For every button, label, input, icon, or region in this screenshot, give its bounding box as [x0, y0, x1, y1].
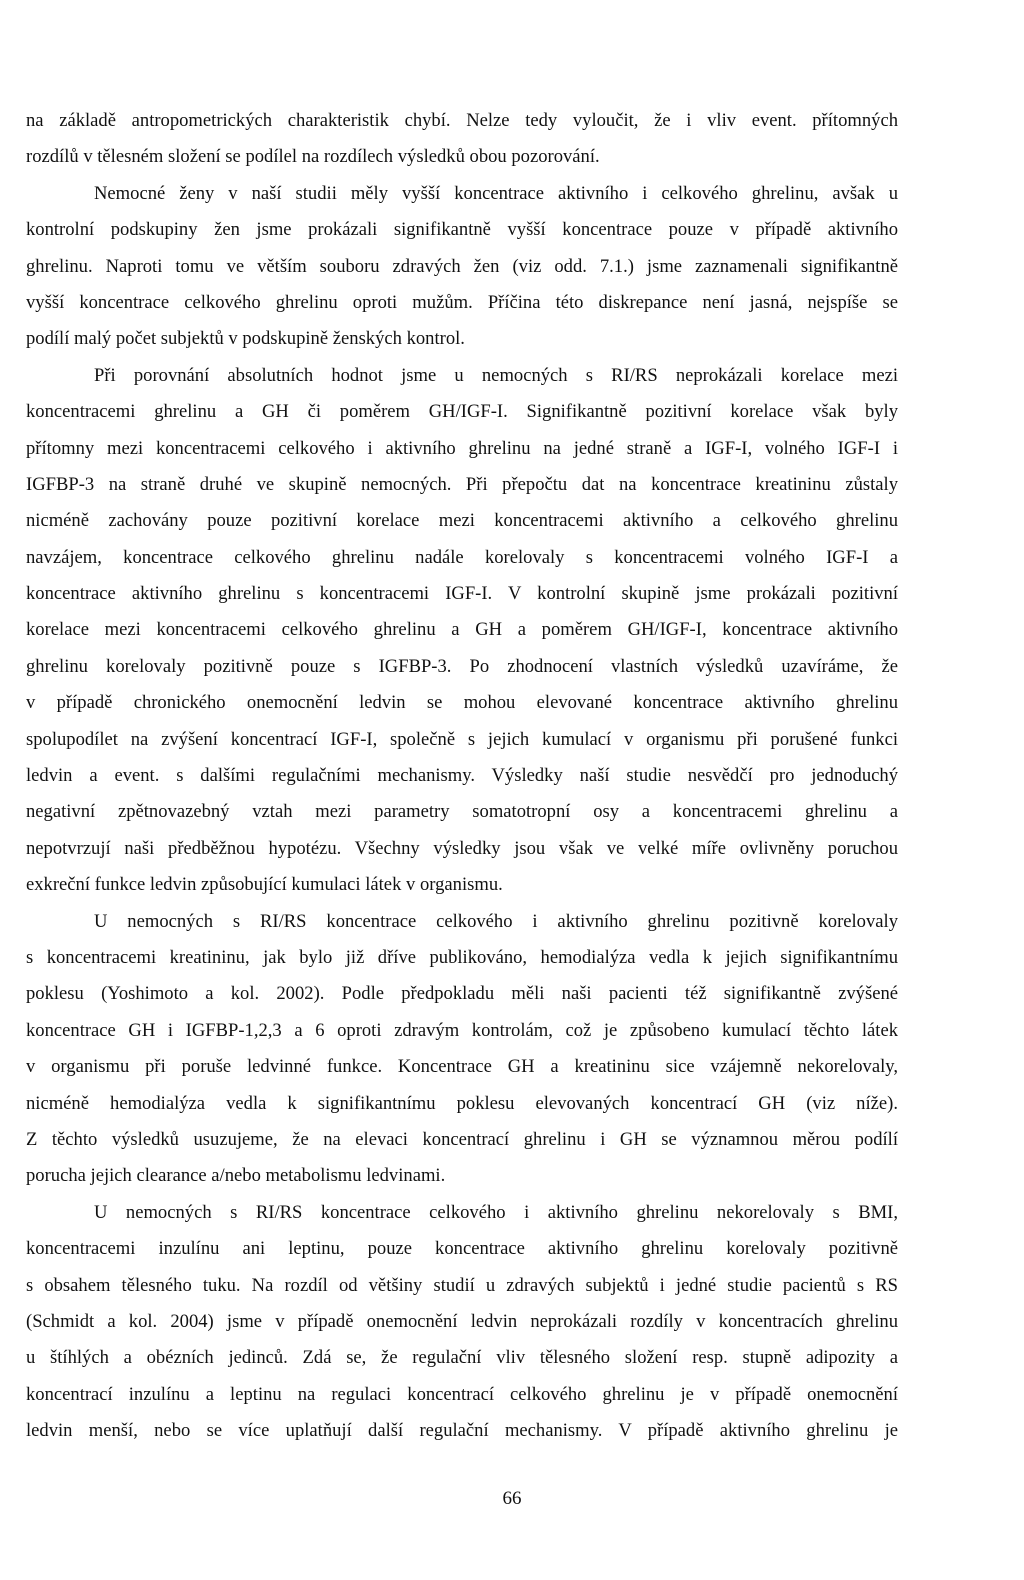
- text-line: podílí malý počet subjektů v podskupině ženských kontrol.: [26, 328, 465, 350]
- text-line: (Schmidt a kol. 2004) jsme v případě onemocnění ledvin neprokázali rozdíly v koncentracích ghrelinu: [26, 1310, 898, 1332]
- text-line: navzájem, koncentrace celkového ghrelinu nadále korelovaly s koncentracemi volného IGF-I a: [26, 546, 898, 568]
- text-line: rozdílů v tělesném složení se podílel na rozdílech výsledků obou pozorování.: [26, 146, 600, 168]
- text-line: koncentracemi inzulínu ani leptinu, pouze koncentrace aktivního ghrelinu korelovaly pozitivně: [26, 1238, 898, 1260]
- paragraph: [26, 358, 898, 904]
- text-line: přítomny mezi koncentracemi celkového i aktivního ghrelinu na jedné straně a IGF-I, volného IGF-I i: [26, 437, 898, 459]
- text-line: koncentracemi ghrelinu a GH či poměrem GH/IGF-I. Signifikantně pozitivní korelace však byly: [26, 401, 898, 423]
- text-line: korelace mezi koncentracemi celkového ghrelinu a GH a poměrem GH/IGF-I, koncentrace aktivního: [26, 619, 898, 641]
- text-line: porucha jejich clearance a/nebo metabolismu ledvinami.: [26, 1165, 446, 1187]
- text-line: Nemocné ženy v naší studii měly vyšší koncentrace aktivního i celkového ghrelinu, avšak u: [94, 182, 898, 204]
- text-line: IGFBP-3 na straně druhé ve skupině nemocných. Při přepočtu dat na koncentrace kreatininu zůstaly: [26, 473, 898, 495]
- page-number: 66: [502, 1488, 522, 1509]
- text-line: u štíhlých a obézních jedinců. Zdá se, že regulační vliv tělesného složení resp. stupně adipozity a: [26, 1347, 898, 1369]
- text-line: kontrolní podskupiny žen jsme prokázali signifikantně vyšší koncentrace pouze v případě aktivního: [26, 219, 898, 241]
- text-line: Při porovnání absolutních hodnot jsme u nemocných s RI/RS neprokázali korelace mezi: [94, 364, 898, 386]
- text-line: koncentrace aktivního ghrelinu s koncentracemi IGF-I. V kontrolní skupině jsme prokázali pozitivní: [26, 583, 898, 605]
- text-line: nicméně hemodialýza vedla k signifikantnímu poklesu elevovaných koncentrací GH (viz níže).: [26, 1092, 898, 1114]
- paragraph: [26, 176, 898, 358]
- text-line: na základě antropometrických charakteristik chybí. Nelze tedy vyloučit, že i vliv event. přítomných: [26, 110, 898, 131]
- text-line: Z těchto výsledků usuzujeme, že na elevaci koncentrací ghrelinu i GH se významnou měrou podílí: [26, 1128, 898, 1150]
- text-line: spolupodílet na zvýšení koncentrací IGF-I, společně s jejich kumulací v organismu při porušené funkci: [26, 728, 898, 750]
- text-line: koncentrací inzulínu a leptinu na regulaci koncentrací celkového ghrelinu je v případě onemocnění: [26, 1383, 898, 1405]
- text-line: koncentrace GH i IGFBP-1,2,3 a 6 oproti zdravým kontrolám, což je způsobeno kumulací těchto látek: [26, 1019, 898, 1041]
- text-line: ledvin a event. s dalšími regulačními mechanismy. Výsledky naší studie nesvědčí pro jednoduchý: [26, 765, 898, 787]
- paragraph: [26, 103, 898, 176]
- text-line: s obsahem tělesného tuku. Na rozdíl od většiny studií u zdravých subjektů i jedné studie pacientů s RS: [26, 1274, 898, 1296]
- text-line: s koncentracemi kreatininu, jak bylo již dříve publikováno, hemodialýza vedla k jejich signifikantnímu: [26, 946, 898, 968]
- text-line: negativní zpětnovazebný vztah mezi parametry somatotropní osy a koncentracemi ghrelinu a: [26, 801, 898, 823]
- text-line: nepotvrzují naši předběžnou hypotézu. Všechny výsledky jsou však ve velké míře ovlivněny poruchou: [26, 837, 898, 859]
- document-body: [26, 103, 898, 1449]
- text-line: U nemocných s RI/RS koncentrace celkového i aktivního ghrelinu pozitivně korelovaly: [94, 910, 898, 932]
- text-line: ghrelinu korelovaly pozitivně pouze s IGFBP-3. Po zhodnocení vlastních výsledků uzavíráme, že: [26, 655, 898, 677]
- text-line: vyšší koncentrace celkového ghrelinu oproti mužům. Příčina této diskrepance není jasná, nejspíše se: [26, 291, 898, 313]
- paragraph: [26, 904, 898, 1195]
- text-line: poklesu (Yoshimoto a kol. 2002). Podle předpokladu měli naši pacienti též signifikantně zvýšené: [26, 983, 898, 1005]
- text-line: v organismu při poruše ledvinné funkce. Koncentrace GH a kreatininu sice vzájemně nekorelovaly,: [26, 1056, 898, 1078]
- text-line: exkreční funkce ledvin způsobující kumulaci látek v organismu.: [26, 874, 503, 896]
- text-line: v případě chronického onemocnění ledvin se mohou elevované koncentrace aktivního ghrelinu: [26, 692, 898, 714]
- text-line: nicméně zachovány pouze pozitivní korelace mezi koncentracemi aktivního a celkového ghrelinu: [26, 510, 898, 532]
- text-line: ledvin menší, nebo se více uplatňují další regulační mechanismy. V případě aktivního ghrelinu je: [26, 1420, 898, 1442]
- paragraph: [26, 1195, 898, 1450]
- text-line: ghrelinu. Naproti tomu ve větším souboru zdravých žen (viz odd. 7.1.) jsme zaznamenali signifikantně: [26, 255, 898, 277]
- text-line: U nemocných s RI/RS koncentrace celkového i aktivního ghrelinu nekorelovaly s BMI,: [94, 1201, 898, 1223]
